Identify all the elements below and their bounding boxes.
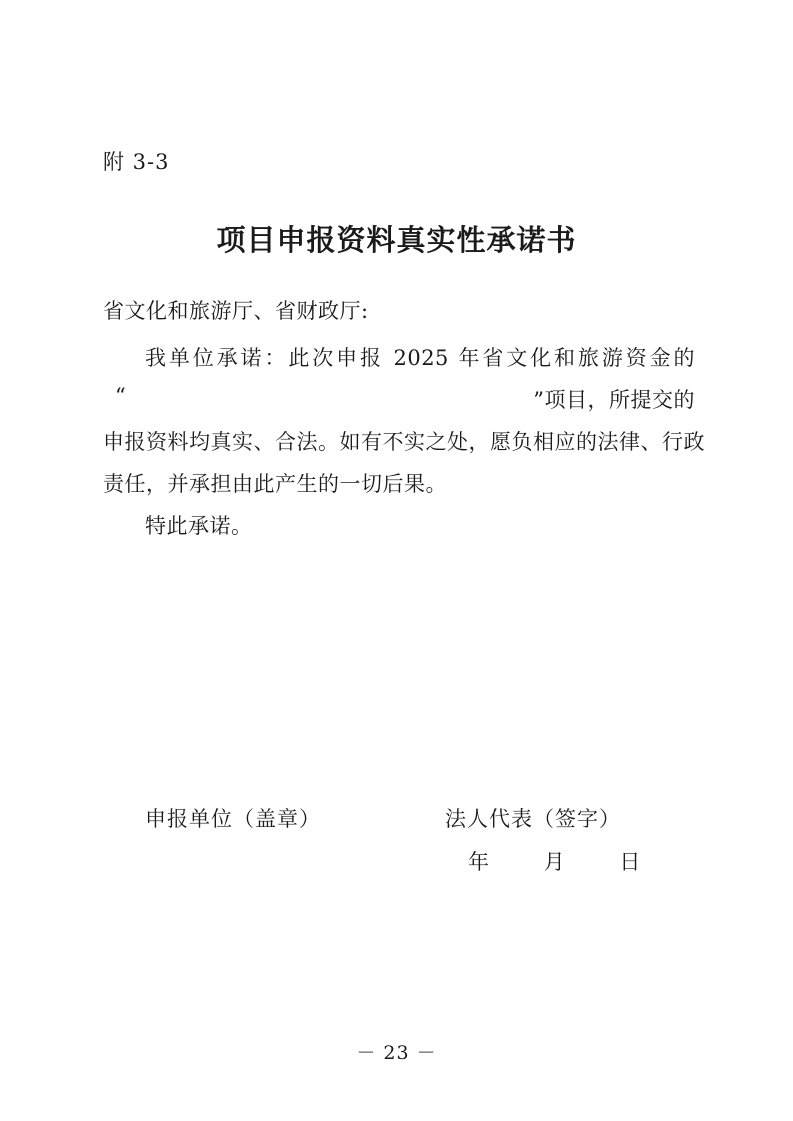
attachment-label: 附 3-3 — [103, 150, 170, 174]
project-name-open-quote: “ — [115, 384, 127, 408]
body-line-1: 我单位承诺：此次申报 2025 年省文化和旅游资金的 — [145, 346, 695, 370]
salutation: 省文化和旅游厅、省财政厅: — [103, 299, 369, 323]
document-title: 项目申报资料真实性承诺书 — [216, 223, 577, 257]
applicant-unit-seal-label: 申报单位（盖章） — [145, 807, 321, 831]
closing-statement: 特此承诺。 — [145, 514, 253, 538]
body-line-4: 责任，并承担由此产生的一切后果。 — [103, 472, 447, 496]
body-line-3: 申报资料均真实、合法。如有不实之处，愿负相应的法律、行政 — [103, 430, 705, 454]
page-number: － 23 － — [356, 1042, 437, 1064]
date-day-label: 日 — [619, 850, 641, 874]
date-year-label: 年 — [468, 850, 489, 874]
date-line — [468, 846, 640, 876]
legal-representative-signature-label: 法人代表（签字） — [445, 807, 621, 831]
date-month-label: 月 — [543, 850, 565, 874]
project-name-close-text: ”项目，所提交的 — [533, 388, 695, 412]
